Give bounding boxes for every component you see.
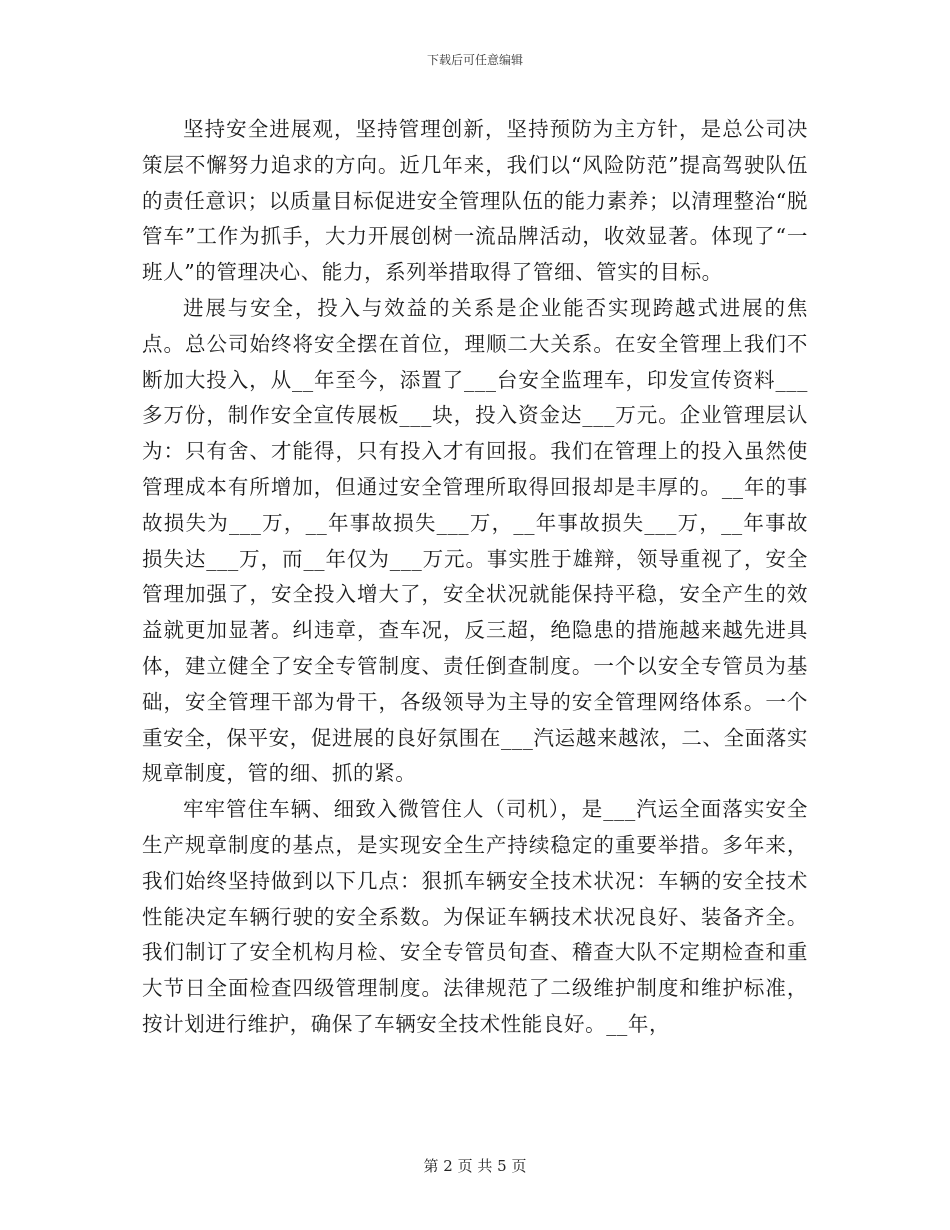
document-body — [142, 112, 808, 1043]
header-text: 下载后可任意编辑 — [426, 53, 523, 67]
page-number: 第 2 页 共 5 页 — [423, 1157, 527, 1175]
paragraph-1: 坚持安全进展观，坚持管理创新，坚持预防为主方针，是总公司决策层不懈努力追求的方向。近几年来，我们以“风险防范”提高驾驶队伍的责任意识；以质量目标促进安全管理队伍的能力素养；以清理整治“脱管车”工作为抓手，大力开展创树一流品牌活动，收效显著。体现了“一班人”的管理决心、能力，系列举措取得了管细、管实的目标。 — [142, 117, 808, 285]
paragraph-3: 牢牢管住车辆、细致入微管住人（司机），是___汽运全面落实安全生产规章制度的基点，是实现安全生产持续稳定的重要举措。多年来，我们始终坚持做到以下几点：狠抓车辆安全技术状况：车辆的安全技术性能决定车辆行驶的安全系数。为保证车辆技术状况良好、装备齐全。我们制订了安全机构月检、安全专管员旬查、稽查大队不定期检查和重大节日全面检查四级管理制度。法律规范了二级维护制度和维护标准，按计划进行维护，确保了车辆安全技术性能良好。__年， — [142, 797, 808, 1036]
page-footer — [0, 1156, 950, 1176]
paragraph-2: 进展与安全，投入与效益的关系是企业能否实现跨越式进展的焦点。总公司始终将安全摆在首位，理顺二大关系。在安全管理上我们不断加大投入，从__年至今，添置了___台安全监理车，印发宣传资料___多万份，制作安全宣传展板___块，投入资金达___万元。企业管理层认为：只有舍、才能得，只有投入才有回报。我们在管理上的投入虽然使管理成本有所增加，但通过安全管理所取得回报却是丰厚的。__年的事故损失为___万，__年事故损失___万，__年事故损失___万，__年事故损失达___万，而__年仅为___万元。事实胜于雄辩，领导重视了，安全管理加强了，安全投入增大了，安全状况就能保持平稳，安全产生的效益就更加显著。纠违章，查车况，反三超，绝隐患的措施越来越先进具体，建立健全了安全专管制度、责任倒查制度。一个以安全专管员为基础，安全管理干部为骨干，各级领导为主导的安全管理网络体系。一个重安全，保平安，促进展的良好氛围在___汽运越来越浓，二、全面落实规章制度，管的细、抓的紧。 — [142, 295, 808, 786]
page-header — [0, 52, 950, 68]
